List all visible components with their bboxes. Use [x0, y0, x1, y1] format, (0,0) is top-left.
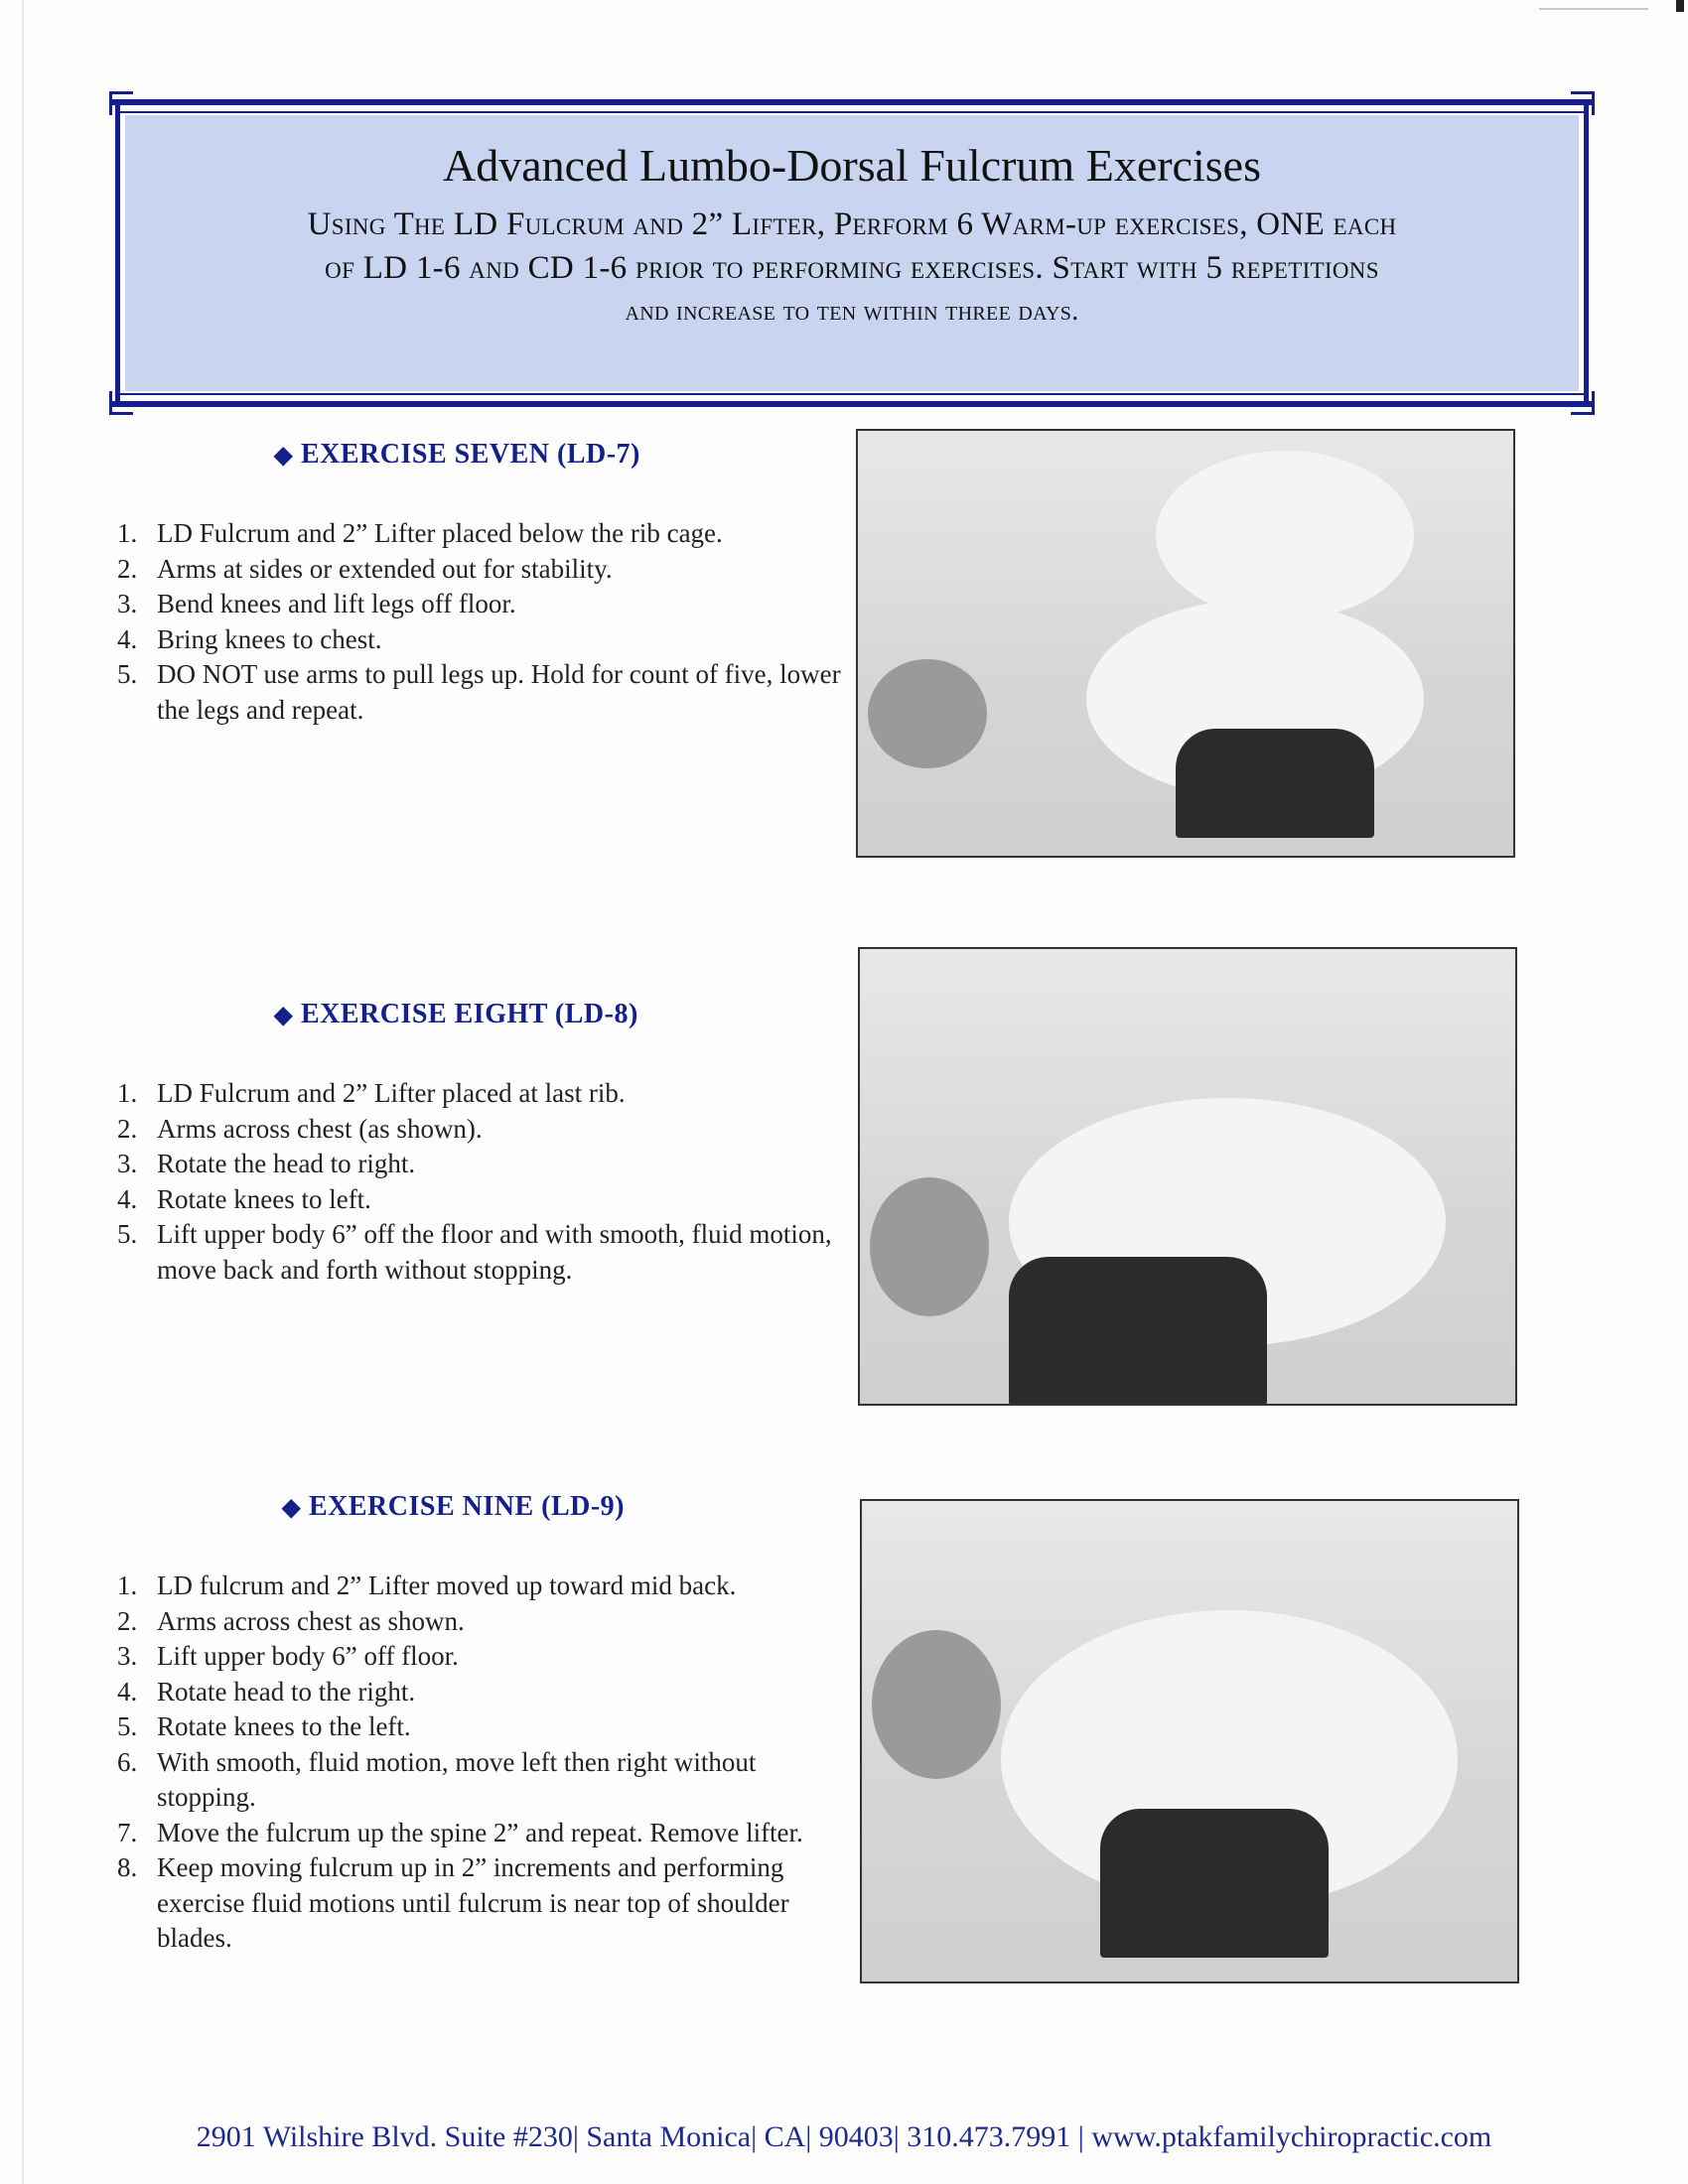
header-border-left [115, 99, 120, 407]
corner-ornament [1571, 391, 1595, 415]
corner-ornament [109, 391, 133, 415]
list-item: 3. Lift upper body 6” off floor. [117, 1641, 459, 1671]
exercise-eight-title: ◆ EXERCISE EIGHT (LD-8) [274, 999, 638, 1029]
list-item: 1. LD Fulcrum and 2” Lifter placed at last rib. [117, 1078, 626, 1108]
exercise-nine-photo [860, 1499, 1519, 1983]
photo-fulcrum [1176, 729, 1374, 838]
photo-head [872, 1630, 1001, 1779]
list-item: 4. Bring knees to chest. [117, 623, 382, 654]
list-item: 7. Move the fulcrum up the spine 2” and repeat. Remove lifter. [117, 1817, 803, 1847]
diamond-bullet-icon: ◆ [282, 1495, 301, 1521]
header-border-top [109, 99, 1595, 105]
header-instructions [139, 203, 1565, 334]
top-rule [1539, 8, 1648, 10]
header-inner-border-top [117, 111, 1587, 113]
list-item: 4. Rotate knees to left. [117, 1183, 371, 1214]
header-box [109, 99, 1595, 407]
list-item: 3. Rotate the head to right. [117, 1149, 416, 1178]
header-line: and increase to ten within three days. [625, 296, 1079, 327]
header-line: Using The LD Fulcrum and 2” Lifter, Perform 6 Warm-up exercises, ONE each [307, 206, 1397, 242]
photo-fulcrum [1009, 1257, 1267, 1406]
exercise-nine-title: ◆ EXERCISE NINE (LD-9) [282, 1491, 626, 1522]
list-item: 2. Arms across chest as shown. [117, 1605, 465, 1636]
list-item: 6. With smooth, fluid motion, move left then right without stopping. [117, 1746, 757, 1812]
exercise-eight-photo [858, 947, 1517, 1406]
corner-ornament [109, 91, 133, 115]
list-item: 1. LD fulcrum and 2” Lifter moved up toward mid back. [117, 1570, 737, 1600]
scan-edge [22, 0, 24, 2184]
list-item: 1. LD Fulcrum and 2” Lifter placed below the rib cage. [117, 518, 723, 548]
header-line: of LD 1-6 and CD 1-6 prior to performing exercises. Start with 5 repetitions [325, 250, 1379, 286]
list-item: 4. Rotate head to the right. [117, 1676, 416, 1706]
photo-head [868, 659, 987, 768]
list-item: 8. Keep moving fulcrum up in 2” increments and performing exercise fluid motions until fulcrum is near top of shoulder blades. [117, 1852, 789, 1953]
list-item: 5. Lift upper body 6” off the floor and with smooth, fluid motion, move back and forth without stopping. [117, 1219, 832, 1285]
exercise-nine-steps [109, 1569, 854, 1957]
exercise-eight-steps [109, 1076, 844, 1288]
exercise-seven-title: ◆ EXERCISE SEVEN (LD-7) [274, 439, 640, 470]
photo-fulcrum [1100, 1809, 1329, 1958]
diamond-bullet-icon: ◆ [274, 1003, 293, 1028]
footer-address: 2901 Wilshire Blvd. Suite #230| Santa Monica| CA| 90403| 310.473.7991 | www.ptakfamilychiropractic.com [196, 2120, 1492, 2153]
exercise-seven-photo [856, 429, 1515, 858]
list-item: 5. DO NOT use arms to pull legs up. Hold for count of five, lower the legs and repeat. [117, 659, 841, 725]
list-item: 2. Arms across chest (as shown). [117, 1113, 483, 1144]
page-title: Advanced Lumbo-Dorsal Fulcrum Exercises [443, 140, 1261, 191]
list-item: 2. Arms at sides or extended out for stability. [117, 553, 613, 584]
exercise-seven-steps [109, 516, 844, 728]
header-inner-border-bottom [117, 393, 1587, 395]
photo-head [870, 1177, 989, 1316]
list-item: 5. Rotate knees to the left. [117, 1711, 411, 1741]
top-mark [1676, 0, 1684, 12]
header-border-right [1584, 99, 1589, 407]
photo-figure-legs [1156, 451, 1414, 619]
diamond-bullet-icon: ◆ [274, 443, 293, 469]
list-item: 3. Bend knees and lift legs off floor. [117, 589, 516, 618]
header-border-bottom [109, 401, 1595, 407]
corner-ornament [1571, 91, 1595, 115]
